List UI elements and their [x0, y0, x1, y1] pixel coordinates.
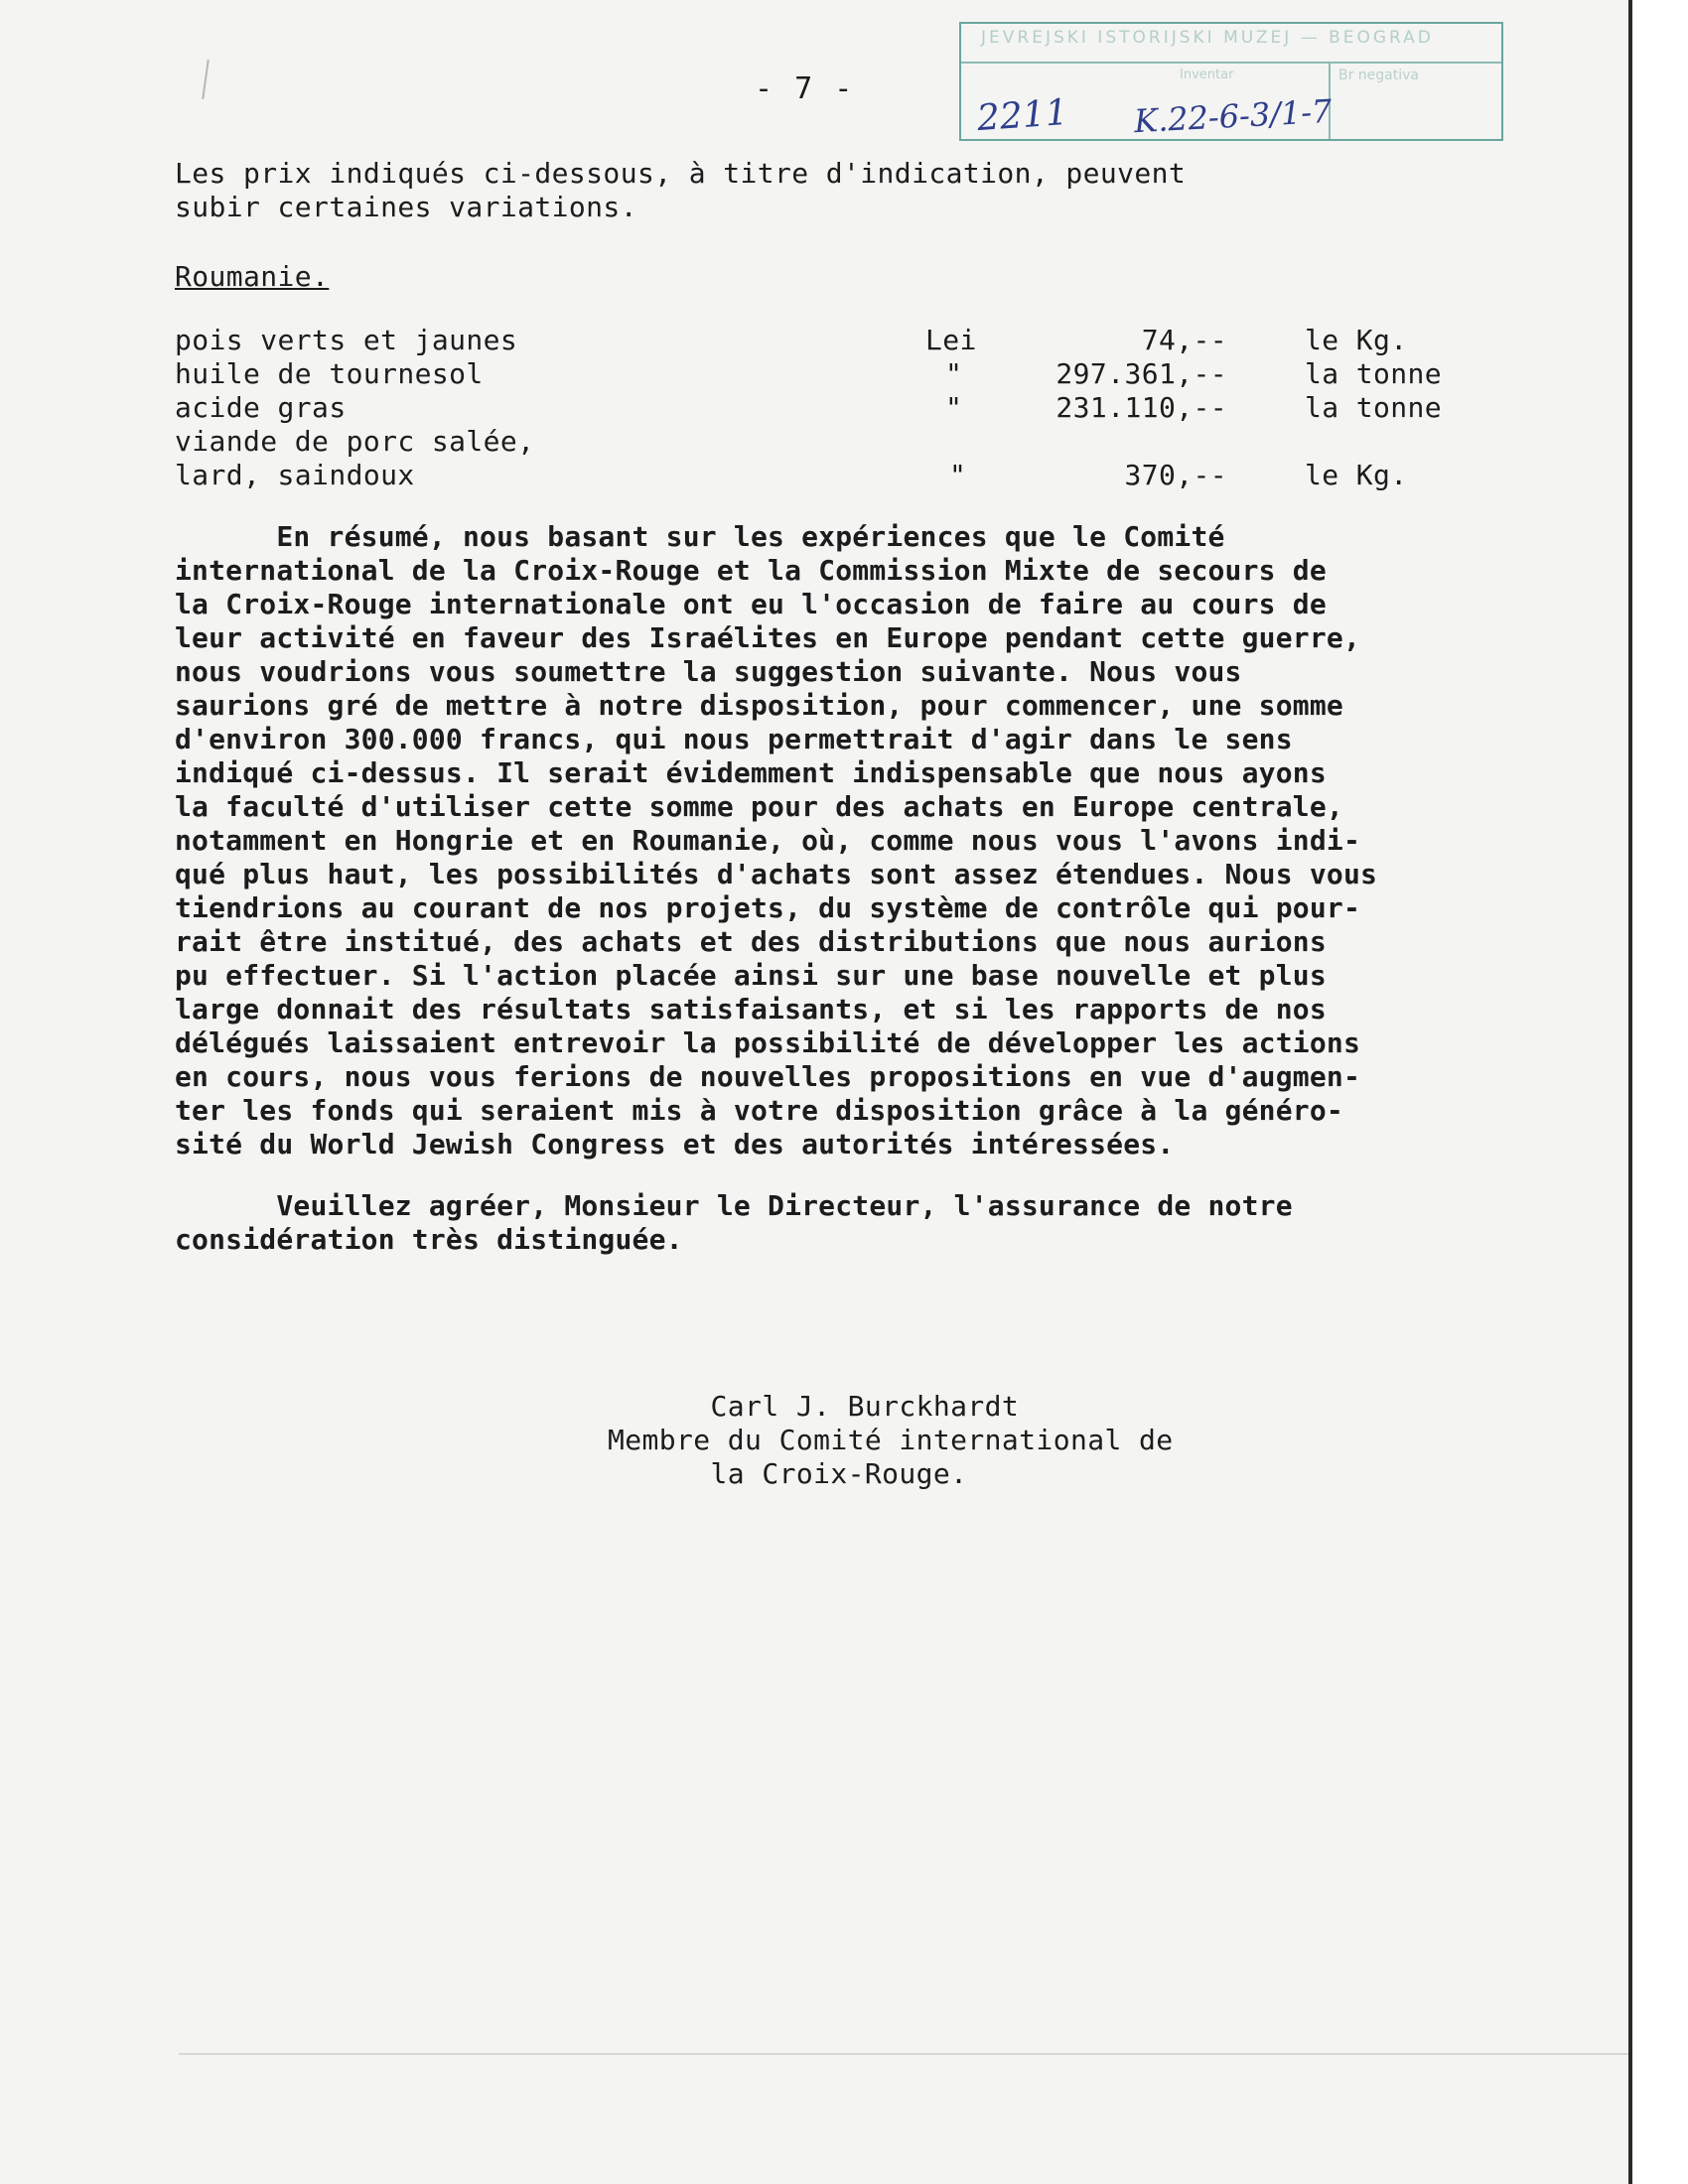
- price-item: viande de porc salée,: [175, 425, 535, 458]
- price-currency: ": [945, 391, 963, 424]
- price-item: pois verts et jaunes: [175, 324, 518, 356]
- price-amount: 370,--: [1124, 459, 1227, 491]
- price-currency: ": [949, 459, 967, 491]
- price-row: [0, 459, 1589, 492]
- stamp-field-inventory: Inventar: [1180, 68, 1234, 82]
- price-currency: Lei: [925, 324, 977, 356]
- stamp-header: JEVREJSKI ISTORIJSKI MUZEJ — BEOGRAD: [981, 28, 1434, 48]
- intro-paragraph: Les prix indiqués ci-dessous, à titre d'indication, peuvent subir certaines variations.: [175, 157, 1187, 223]
- scan-border: [1628, 0, 1688, 2184]
- section-heading: Roumanie.: [175, 260, 330, 293]
- price-item: huile de tournesol: [175, 357, 484, 390]
- page-number: - 7 -: [755, 71, 855, 106]
- price-amount: 297.361,--: [1055, 357, 1227, 390]
- body-paragraph: En résumé, nous basant sur les expériences que le Comité international de la Croix-Rouge et la Commission Mixte de secours de la Croix-Rouge internationale ont eu l'occasion de faire au cours de leur activité en faveur des Israélites en Europe pendant cette guerre, nous voudrions vous soumettre la suggestion suivante. Nous vous saurions gré de mettre à notre disposition, pour commencer, une somme d'environ 300.000 francs, qui nous permettrait d'agir dans le sens indiqué ci-dessus. Il serait évidemment indispensable que nous ayons la faculté d'utiliser cette somme pour des achats en Europe centrale, notamment en Hongrie et en Roumanie, où, comme nous vous l'avons indi- qué plus haut, les possibilités d'achats sont assez étendues. Nous vous tiendrions au courant de nos projets, du système de contrôle qui pour- rait être institué, des achats et des distributions que nous aurions pu effectuer. Si l'action placée ainsi sur une base nouvelle et plus large donnait des résultats satisfaisants, et si les rapports de nos délégués laissaient entrevoir la possibilité de développer les actions en cours, nous vous ferions de nouvelles propositions en vue d'augmen- ter les fonds qui seraient mis à votre disposition grâce à la généro- sité du World Jewish Congress et des autorités intéressées.: [175, 520, 1378, 1160]
- price-row: [0, 357, 1589, 391]
- price-row: [0, 391, 1589, 425]
- price-amount: 231.110,--: [1055, 391, 1227, 424]
- price-row: [0, 425, 1589, 459]
- signature-block: Carl J. Burckhardt Membre du Comité international de la Croix-Rouge.: [608, 1390, 1174, 1490]
- handwritten-number: 2211: [975, 91, 1069, 140]
- scan-edge-line: [179, 2053, 1628, 2055]
- price-unit: le Kg.: [1305, 324, 1408, 356]
- stamp-divider: [961, 62, 1501, 64]
- closing-paragraph: Veuillez agréer, Monsieur le Directeur, l'assurance de notre considération très distinguée.: [175, 1189, 1293, 1256]
- price-unit: la tonne: [1305, 357, 1443, 390]
- price-item: acide gras: [175, 391, 347, 424]
- scan-mark: [202, 60, 210, 99]
- price-item: lard, saindoux: [175, 459, 415, 491]
- handwritten-reference: K.22-6-3/1-7: [1133, 91, 1334, 141]
- price-unit: la tonne: [1305, 391, 1443, 424]
- stamp-field-negative: Br negativa: [1338, 68, 1420, 83]
- price-row: [0, 324, 1589, 357]
- price-unit: le Kg.: [1305, 459, 1408, 491]
- price-amount: 74,--: [1141, 324, 1227, 356]
- price-currency: ": [945, 357, 963, 390]
